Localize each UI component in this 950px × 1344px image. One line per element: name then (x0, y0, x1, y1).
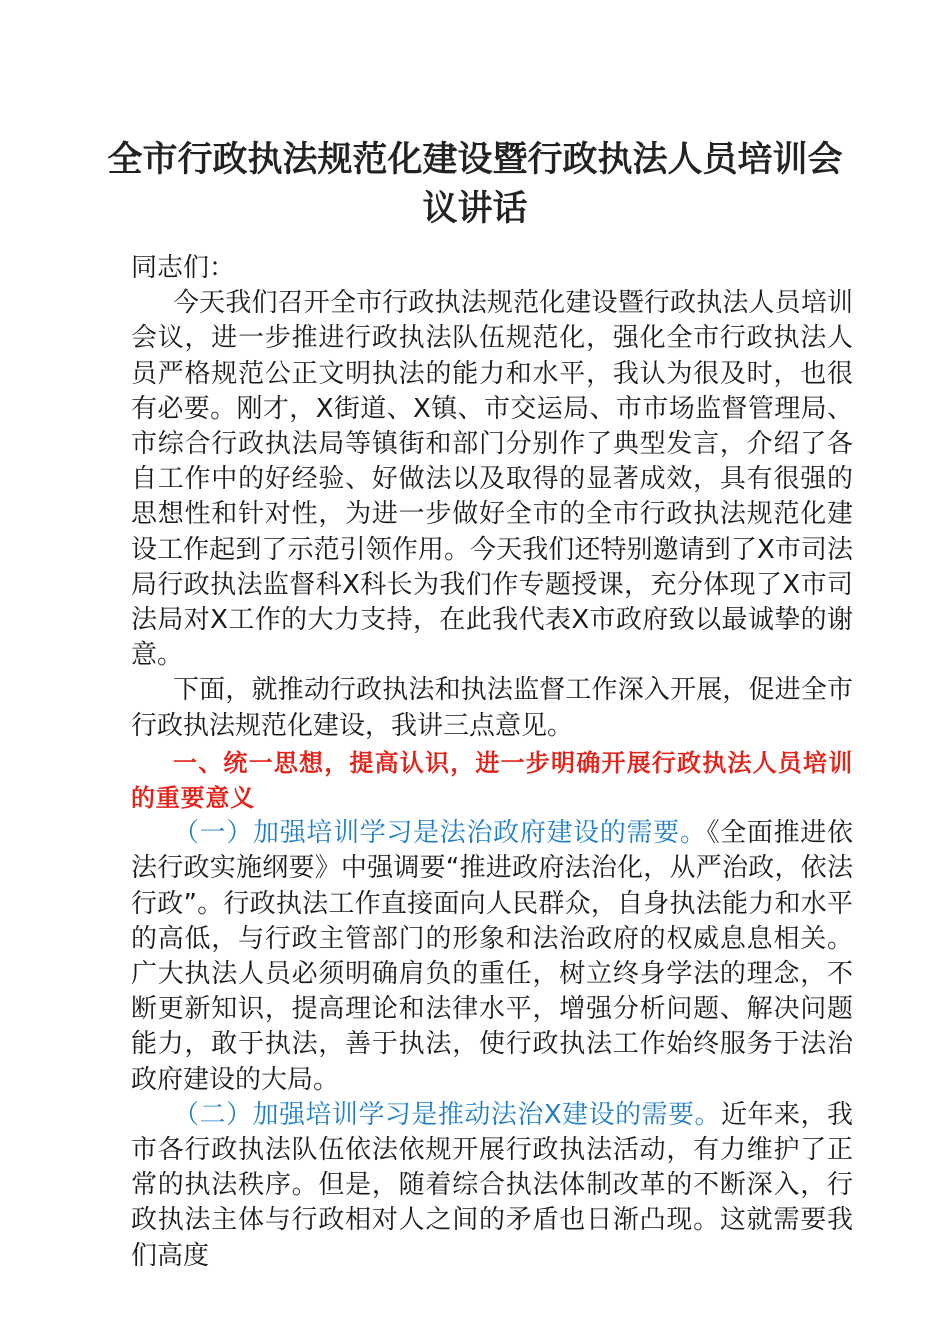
section-heading-1: 一、统一思想，提高认识，进一步明确开展行政执法人员培训的重要意义 (131, 748, 853, 813)
document-body (131, 251, 853, 1274)
paragraph-intro-points: 下面，就推动行政执法和执法监督工作深入开展，促进全市行政执法规范化建设，我讲三点意见。 (131, 675, 853, 741)
section-item-1-label: （一）加强培训学习是法治政府建设的需要。 (173, 818, 707, 849)
document-title: 全市行政执法规范化建设暨行政执法人员培训会议讲话 (107, 140, 843, 229)
paragraph-opening: 今天我们召开全市行政执法规范化建设暨行政执法人员培训会议，进一步推进行政执法队伍规范化，强化全市行政执法人员严格规范公正文明执法的能力和水平，我认为很及时，也很有必要。刚才，X街道、X镇、市交运局、市市场监督管理局、市综合行政执法局等镇街和部门分别作了典型发言，介绍了各自工作中的好经验、好做法以及取得的显著成效，具有很强的思想性和针对性，为进一步做好全市的全市行政执法规范化建设工作起到了示范引领作用。今天我们还特别邀请到了X市司法局行政执法监督科X科长为我们作专题授课，充分体现了X市司法局对X工作的大力支持，在此我代表X市政府致以最诚挚的谢意。 (131, 288, 853, 671)
section-item-2 (131, 1098, 853, 1274)
section-item-1 (131, 816, 853, 1098)
section-item-1-text: 《全面推进依法行政实施纲要》中强调要“推进政府法治化，从严治政，依法行政”。行政执法工作直接面向人民群众，自身执法能力和水平的高低，与行政主管部门的形象和法治政府的权威息息相关。广大执法人员必须明确肩负的重任，树立终身学法的理念，不断更新知识，提高理论和法律水平，增强分析问题、解决问题能力，敢于执法，善于执法，使行政执法工作始终服务于法治政府建设的大局。 (131, 818, 853, 1095)
salutation: 同志们： (131, 253, 236, 283)
section-item-2-text: 近年来，我市各行政执法队伍依法依规开展行政执法活动，有力维护了正常的执法秩序。但是，随着综合执法体制改革的不断深入，行政执法主体与行政相对人之间的矛盾也日渐凸现。这就需要我们高度 (131, 1099, 853, 1271)
section-item-2-label: （二）加强培训学习是推动法治X建设的需要。 (173, 1099, 722, 1130)
